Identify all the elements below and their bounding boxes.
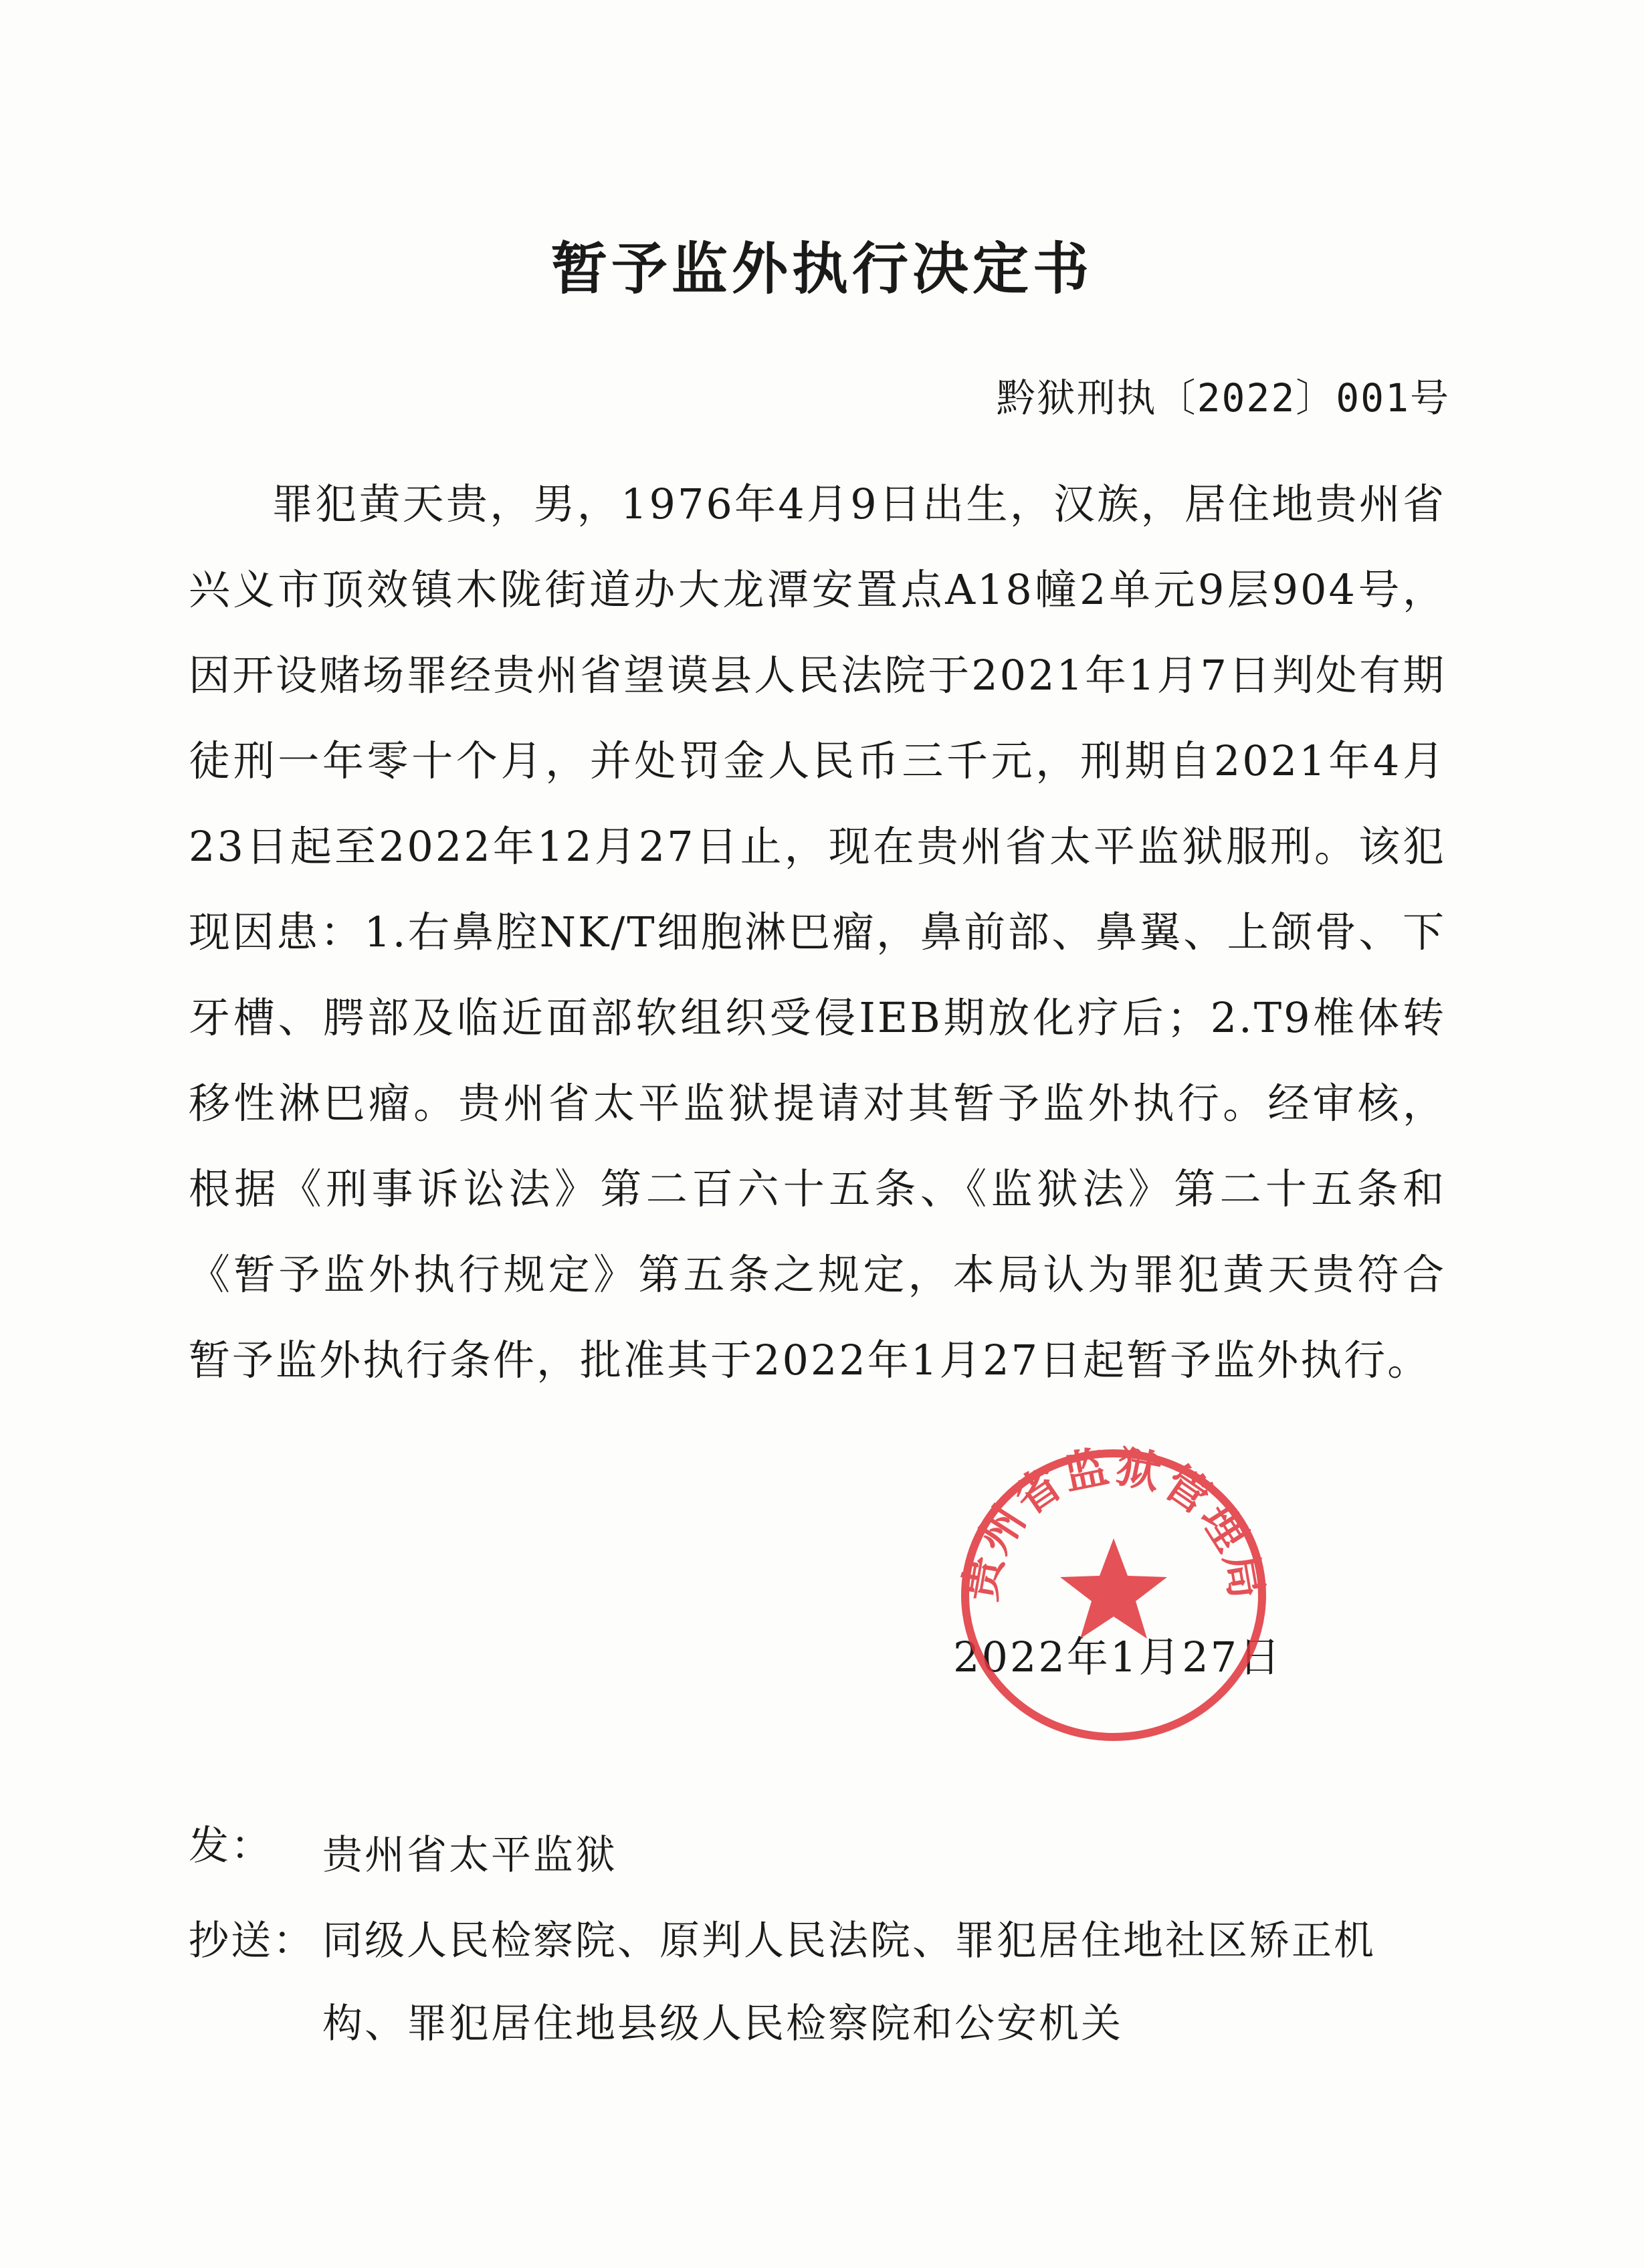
issue-date: 2022年1月27日 — [953, 1633, 1283, 1681]
cc-row — [189, 1899, 1453, 2065]
document-number: 黔狱刑执〔2022〕001号 — [996, 375, 1450, 421]
recipient-row — [189, 1814, 1453, 1897]
recipient-value: 贵州省太平监狱 — [322, 1832, 617, 1879]
cc-label: 抄送： — [189, 1918, 315, 1964]
seal-arc-text: 贵州省监狱管理局 — [954, 1440, 1273, 1605]
document-title: 暂予监外执行决定书 — [550, 235, 1093, 302]
seal-star-icon — [1060, 1538, 1167, 1639]
document-body: 罪犯黄天贵，男，1976年4月9日出生，汉族，居住地贵州省兴义市顶效镇木陇街道办大龙潭安置点A18幢2单元9层904号，因开设赌场罪经贵州省望谟县人民法院于2021年1月7日判处有期徒刑一年零十个月，并处罚金人民币三千元，刑期自2021年4月23日起至2022年12月27日止，现在贵州省太平监狱服刑。该犯现因患：1.右鼻腔NK/T细胞淋巴瘤，鼻前部、鼻翼、上颌骨、下牙槽、腭部及临近面部软组织受侵IEB期放化疗后；2.T9椎体转移性淋巴瘤。贵州省太平监狱提请对其暂予监外执行。经审核，根据《刑事诉讼法》第二百六十五条、《监狱法》第二十五条和《暂予监外执行规定》第五条之规定，本局认为罪犯黄天贵符合暂予监外执行条件，批准其于2022年1月27日起暂予监外执行。 — [189, 480, 1446, 1384]
recipient-label: 发： — [189, 1823, 273, 1869]
official-seal — [940, 1438, 1288, 1746]
cc-value: 同级人民检察院、原判人民法院、罪犯居住地社区矫正机构、罪犯居住地县级人民检察院和公安机关 — [322, 1918, 1376, 2047]
